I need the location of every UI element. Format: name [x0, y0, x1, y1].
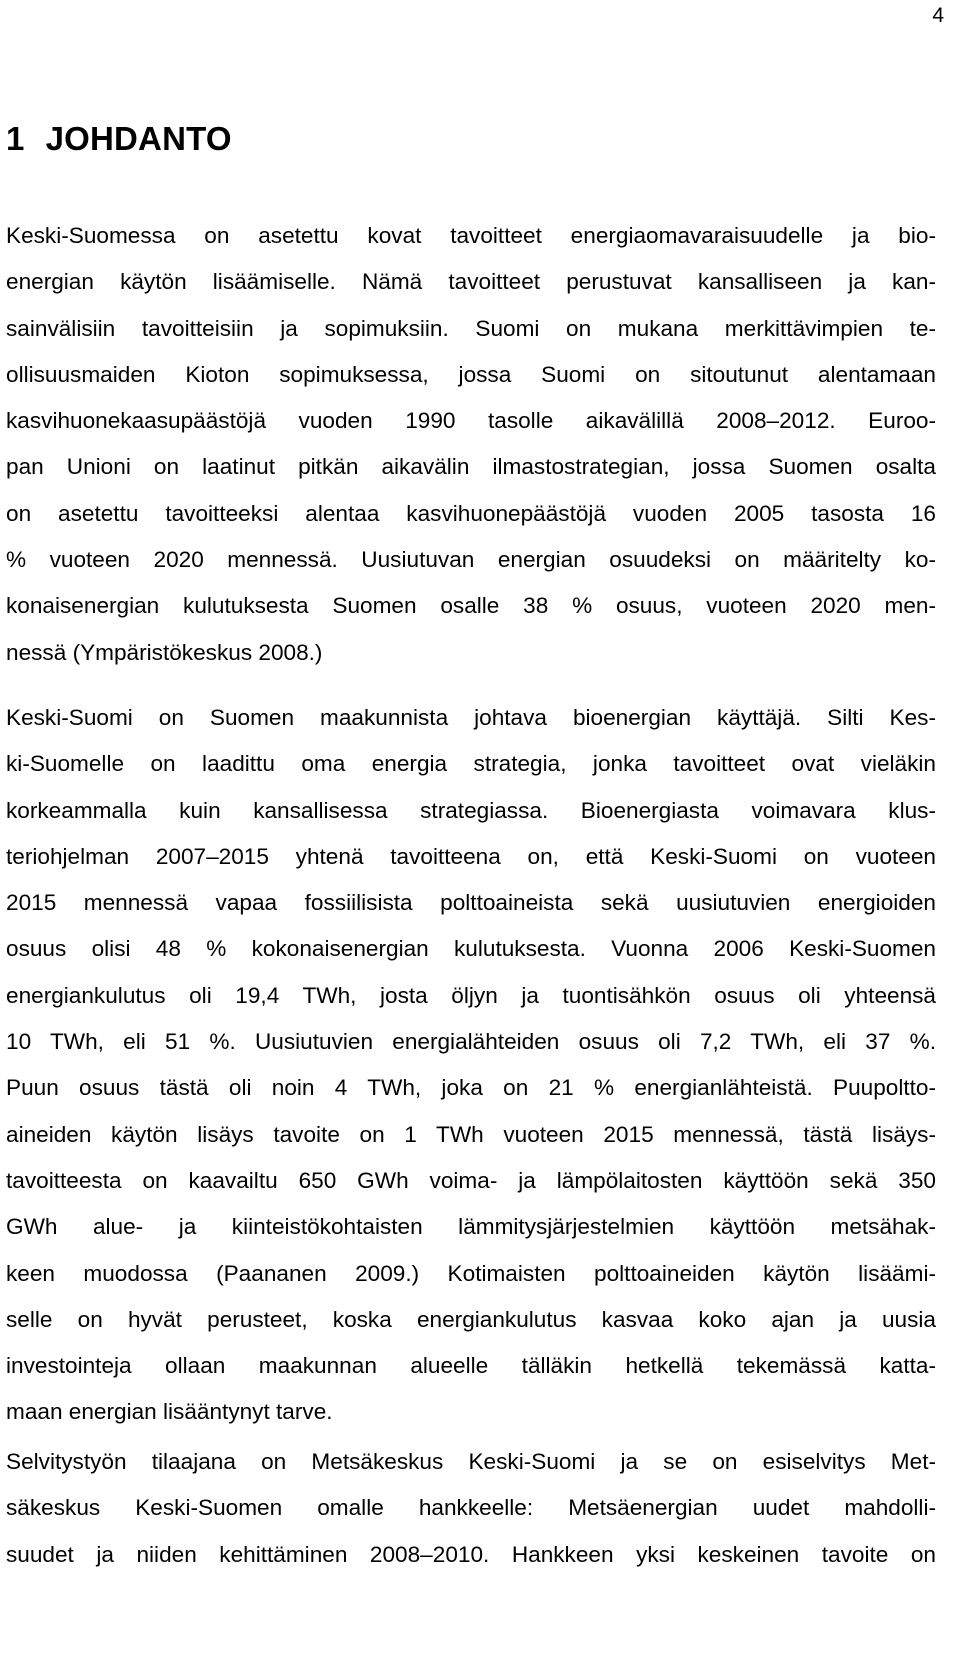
section-heading — [6, 119, 232, 159]
text-line: suudet ja niiden kehittäminen 2008–2010. Hankkeen yksi keskeinen tavoite on — [6, 1541, 936, 1567]
text-line: 10 TWh, eli 51 %. Uusiutuvien energialähteiden osuus oli 7,2 TWh, eli 37 %. — [6, 1029, 936, 1055]
text-line: energiankulutus oli 19,4 TWh, josta öljyn ja tuontisähkön osuus oli yhteensä — [6, 982, 936, 1008]
text-line: on asetettu tavoitteeksi alentaa kasvihuonepäästöjä vuoden 2005 tasosta 16 — [6, 500, 936, 526]
text-line: Keski-Suomessa on asetettu kovat tavoitteet energiaomavaraisuudelle ja bio- — [6, 223, 936, 248]
paragraph-keski-suomi — [6, 695, 958, 1436]
text-line: maan energian lisääntynyt tarve. — [6, 1399, 333, 1425]
text-line: teriohjelman 2007–2015 yhtenä tavoitteena on, että Keski-Suomi on vuoteen — [6, 843, 936, 869]
text-line: ki-Suomelle on laadittu oma energia strategia, jonka tavoitteet ovat vieläkin — [6, 751, 936, 777]
text-line: ollisuusmaiden Kioton sopimuksessa, jossa Suomi on sitoutunut alentamaan — [6, 361, 936, 387]
page-number: 4 — [932, 4, 944, 27]
text-line: säkeskus Keski-Suomen omalle hankkeelle: Metsäenergian uudet mahdolli- — [6, 1495, 936, 1521]
section-title: JOHDANTO — [45, 120, 232, 157]
paragraph-intro — [6, 213, 958, 676]
text-line: osuus olisi 48 % kokonaisenergian kulutuksesta. Vuonna 2006 Keski-Suomen — [6, 936, 936, 962]
text-line: nessä (Ympäristökeskus 2008.) — [6, 639, 323, 665]
section-number: 1 — [6, 120, 25, 157]
text-line: 2015 mennessä vapaa fossiilisista polttoaineista sekä uusiutuvien energioiden — [6, 890, 936, 916]
text-line: investointeja ollaan maakunnan alueelle tälläkin hetkellä tekemässä katta- — [6, 1353, 936, 1379]
text-line: kasvihuonekaasupäästöjä vuoden 1990 tasolle aikavälillä 2008–2012. Euroo- — [6, 408, 936, 434]
text-line: korkeammalla kuin kansallisessa strategiassa. Bioenergiasta voimavara klus- — [6, 797, 936, 823]
text-line: Keski-Suomi on Suomen maakunnista johtava bioenergian käyttäjä. Silti Kes- — [6, 705, 936, 730]
text-line: Selvitystyön tilaajana on Metsäkeskus Keski-Suomi ja se on esiselvitys Met- — [6, 1449, 936, 1474]
text-line: konaisenergian kulutuksesta Suomen osalle 38 % osuus, vuoteen 2020 men- — [6, 593, 936, 619]
text-line: pan Unioni on laatinut pitkän aikavälin ilmastostrategian, jossa Suomen osalta — [6, 454, 936, 480]
text-line: tavoitteesta on kaavailtu 650 GWh voima- ja lämpölaitosten käyttöön sekä 350 — [6, 1167, 936, 1193]
text-line: keen muodossa (Paananen 2009.) Kotimaisten polttoaineiden käytön lisäämi- — [6, 1260, 936, 1286]
text-line: Puun osuus tästä oli noin 4 TWh, joka on 21 % energianlähteistä. Puupoltto- — [6, 1075, 936, 1101]
text-line: GWh alue- ja kiinteistökohtaisten lämmitysjärjestelmien käyttöön metsähak- — [6, 1214, 936, 1240]
text-line: selle on hyvät perusteet, koska energiankulutus kasvaa koko ajan ja uusia — [6, 1306, 936, 1332]
text-line: % vuoteen 2020 mennessä. Uusiutuvan energian osuudeksi on määritelty ko- — [6, 547, 936, 573]
text-line: sainvälisiin tavoitteisiin ja sopimuksiin. Suomi on mukana merkittävimpien te- — [6, 315, 936, 341]
paragraph-selvitys — [6, 1439, 958, 1578]
text-line: energian käytön lisäämiselle. Nämä tavoitteet perustuvat kansalliseen ja kan- — [6, 269, 936, 295]
text-line: aineiden käytön lisäys tavoite on 1 TWh vuoteen 2015 mennessä, tästä lisäys- — [6, 1121, 936, 1147]
